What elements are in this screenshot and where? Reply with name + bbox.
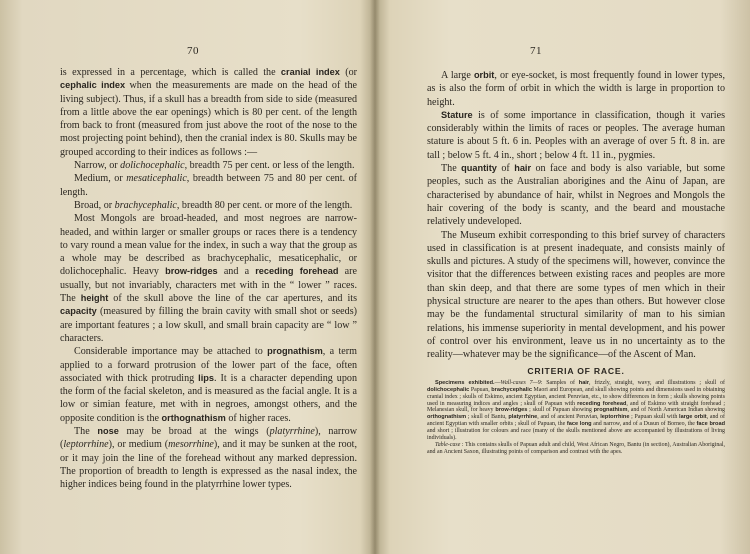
paragraph <box>60 199 357 212</box>
text-run: : Samples of <box>540 379 579 386</box>
bold-term: height <box>80 293 109 304</box>
bold-term: lips <box>198 372 214 383</box>
paragraph <box>427 229 725 362</box>
paragraph <box>427 69 725 109</box>
right-page-body <box>427 69 725 362</box>
bold-term: receding forehead <box>577 400 627 407</box>
page-number: 71 <box>530 45 542 57</box>
paragraph <box>60 212 357 345</box>
bold-term: quantity <box>461 163 497 174</box>
bold-term: Specimens exhibited. <box>435 379 495 386</box>
right-page <box>376 0 750 554</box>
text-run: Medium, or <box>74 173 127 185</box>
text-run: of the skull above the line of the car apertures, and its <box>108 293 357 305</box>
text-run: , breadth 80 per cent. or more of the length. <box>176 199 353 211</box>
criteria-text <box>427 380 725 456</box>
text-run: is of some importance in classification, though it varies considerably within the limits of races or peoples. The average human stature is about 5 ft. 6 in. Peoples with an average of over 5 ft. 8 in. are tall ; below 5 ft. 4 in., short ; below 4 ft. 11 in., pygmies. <box>427 109 725 161</box>
text-run: ), and it may be sunken at the root, or it may join the line of the forehead without any marked depression. The proportion of breadth to length is expressed as the nasal index, the higher indices being found in the platyrrhine lower types. <box>60 439 358 491</box>
bold-term: orbit <box>473 70 495 80</box>
criteria-of-race-section <box>427 365 725 456</box>
italic-term: mesorrhine <box>168 439 214 451</box>
text-run: , and of North American Indian showing <box>627 407 726 414</box>
italic-term: dolichocephalic <box>120 160 185 172</box>
text-run: A large <box>441 70 474 81</box>
italic-term: brachycephalic <box>114 199 177 211</box>
text-run: , breadth between 75 and 80 per cent. of length. <box>60 173 358 198</box>
right-page-text <box>427 69 725 456</box>
italic-term: mesaticephalic <box>126 173 187 185</box>
text-run: Considerable importance may be attached to <box>74 346 268 358</box>
text-run: ; skull of Bantu, <box>466 414 509 421</box>
bold-term: prognathism <box>593 407 628 414</box>
text-run: (measured by filling the brain cavity with small shot or seeds) are important features ; a low skull, and small brain capacity are “ low ” characters. <box>60 306 357 344</box>
bold-term: face broad <box>696 421 725 428</box>
text-run: ), or medium ( <box>108 439 169 451</box>
text-run: , and of ancient Egyptian with smaller orbits ; skull of Papuan, the <box>427 414 725 428</box>
paragraph <box>60 425 357 491</box>
text-run: , frizzly, straight, wavy, and illustrations ; skull of <box>589 379 726 386</box>
italic-term: Wall-cases 7—9 <box>500 379 541 386</box>
text-run: , a term applied to a forward protrusion of the lower part of the face, often associated with thick protruding <box>60 346 357 384</box>
bold-term: brow-ridges <box>495 407 528 414</box>
paragraph <box>427 380 725 442</box>
text-run: and a <box>217 266 256 278</box>
bold-term: dolichocephalic <box>427 386 470 393</box>
bold-term: nose <box>97 426 119 437</box>
text-run: : This contains skulls of Papuan adult and child, West African Negro, Bantu (in section), Australian Aboriginal, and an Ancient Saxon, illustrating points of comparison and contrast with the apes. <box>427 441 725 455</box>
italic-term: Table-case <box>435 441 461 448</box>
paragraph <box>60 66 357 159</box>
text-run: on face and body is also variable, but some peoples, such as the Australian aborigines and the Ainu of Japan, are characterised by abundance of hair, whilst in Negroes and Mongols the hair covering of the body is scanty, and the beard and moustache relatively undeveloped. <box>427 163 725 228</box>
text-run: , or eye-socket, is most frequently found in lower types, as is also the form of orbit in which the width is large in proportion to height. <box>427 70 725 108</box>
text-run: of <box>496 163 515 175</box>
bold-term: orthognathism <box>427 414 467 421</box>
criteria-heading: CRITERIA OF RACE. <box>527 365 625 376</box>
left-page-text <box>60 66 357 492</box>
text-run: , and of Eskimo with straight forehead ; Melanesian skull, for heavy <box>427 400 725 414</box>
text-run: and short ; illustration for colours and race (many of the skulls mentioned above are accompanied by illustrations of living individuals). <box>427 428 725 442</box>
text-run: is expressed in a percentage, which is called the <box>60 67 281 78</box>
bold-term: brow-ridges <box>165 266 218 277</box>
text-run: Maori and European, and skull showing points and dimensions used in obtaining cranial index ; skulls of Eskimo, ancient Egyptian, ancient Peruvian, etc., to show differences in form ; skulls showing points used in measuring indices and angles ; skull of Papuan with <box>427 386 725 407</box>
bold-term: leptorrhine <box>600 414 630 421</box>
bold-term: capacity <box>60 306 97 317</box>
paragraph <box>60 345 357 425</box>
text-run: Narrow, or <box>74 160 121 172</box>
bold-term: hair <box>578 379 590 386</box>
italic-term: platyrrhine <box>269 426 315 438</box>
text-run: The Museum exhibit corresponding to this brief survey of characters used in classification is at present inadequate, and consists mainly of skulls and pictures. A study of the specimens will, however, convince the visitor that the differences between existing races and peoples are more than skin deep, and that there are some types of men which in their physical structure are nearer to the apes than others. But however close may be the fundamental structural similarity of man to his simian relations, his immense superiority in mental development, and his power of control over his environment, leave us in no uncertainty as to the reality—whatever may be the significance—of the Ascent of Man. <box>427 229 725 361</box>
text-run: The <box>74 426 98 438</box>
italic-term: leptorrhine <box>63 439 109 451</box>
text-run: may be broad at the wings ( <box>118 426 270 438</box>
bold-term: face long <box>566 421 592 428</box>
bold-term: Stature <box>441 109 473 120</box>
text-run: when the measurements are made on the head of the living subject). Thus, if a skull has a breadth from side to side (measured from a little above the ear openings) which is 80 per cent. of the length from back to front (measured from just above the root of the nose to the most projecting point behind), then the cranial index is 80. Skulls may be grouped according to their indices as follows :— <box>60 80 357 158</box>
bold-term: hair <box>514 163 532 174</box>
text-run: Broad, or <box>74 199 115 211</box>
paragraph <box>427 162 725 228</box>
text-run: , breadth 75 per cent. or less of the length. <box>184 160 355 172</box>
bold-term: receding forehead <box>255 266 339 277</box>
text-run: The <box>441 163 462 175</box>
paragraph <box>427 442 725 456</box>
paragraph <box>60 159 357 172</box>
text-run: of higher races. <box>225 412 291 424</box>
bold-term: large orbit <box>679 414 707 421</box>
text-run: , and of ancient Peruvian, <box>537 414 601 421</box>
page-number: 70 <box>187 45 199 57</box>
text-run: ; Papuan skull with <box>629 414 680 421</box>
paragraph <box>60 172 357 199</box>
bold-term: cranial index <box>280 67 340 77</box>
paragraph <box>427 109 725 162</box>
bold-term: platyrrhine <box>508 414 538 421</box>
text-run: are usually, but not invariably, characters met with in the “ lower ” races. The <box>60 266 357 305</box>
bold-term: orthognathism <box>161 412 226 423</box>
text-run: . It is a character depending upon the form of the facial skeleton, and is measured as the facial angle. It is a low or simian feature, met with in negroes, amongst others, and the opposite condition is the <box>60 372 357 424</box>
text-run: and narrow, and of a Dusun of Borneo, the <box>591 421 697 428</box>
bold-term: brachycephalic <box>491 386 532 393</box>
bold-term: prognathism <box>267 346 323 357</box>
text-run: (or <box>339 67 357 78</box>
left-page <box>0 0 374 554</box>
text-run: — <box>494 379 501 386</box>
text-run: Most Mongols are broad-headed, and most negroes are narrow-headed, and within larger or smaller groups or races there is a tendency to vary round a mean value for the index, in such a way that the group as a whole may be described as brachycephalic, mesaticephalic, or dolichocephalic. Heavy <box>60 213 357 278</box>
text-run: ), narrow ( <box>60 426 357 451</box>
text-run: ; skull of Papuan showing <box>527 407 594 414</box>
bold-term: cephalic index <box>60 80 126 91</box>
text-run: Papuan, <box>469 386 492 393</box>
